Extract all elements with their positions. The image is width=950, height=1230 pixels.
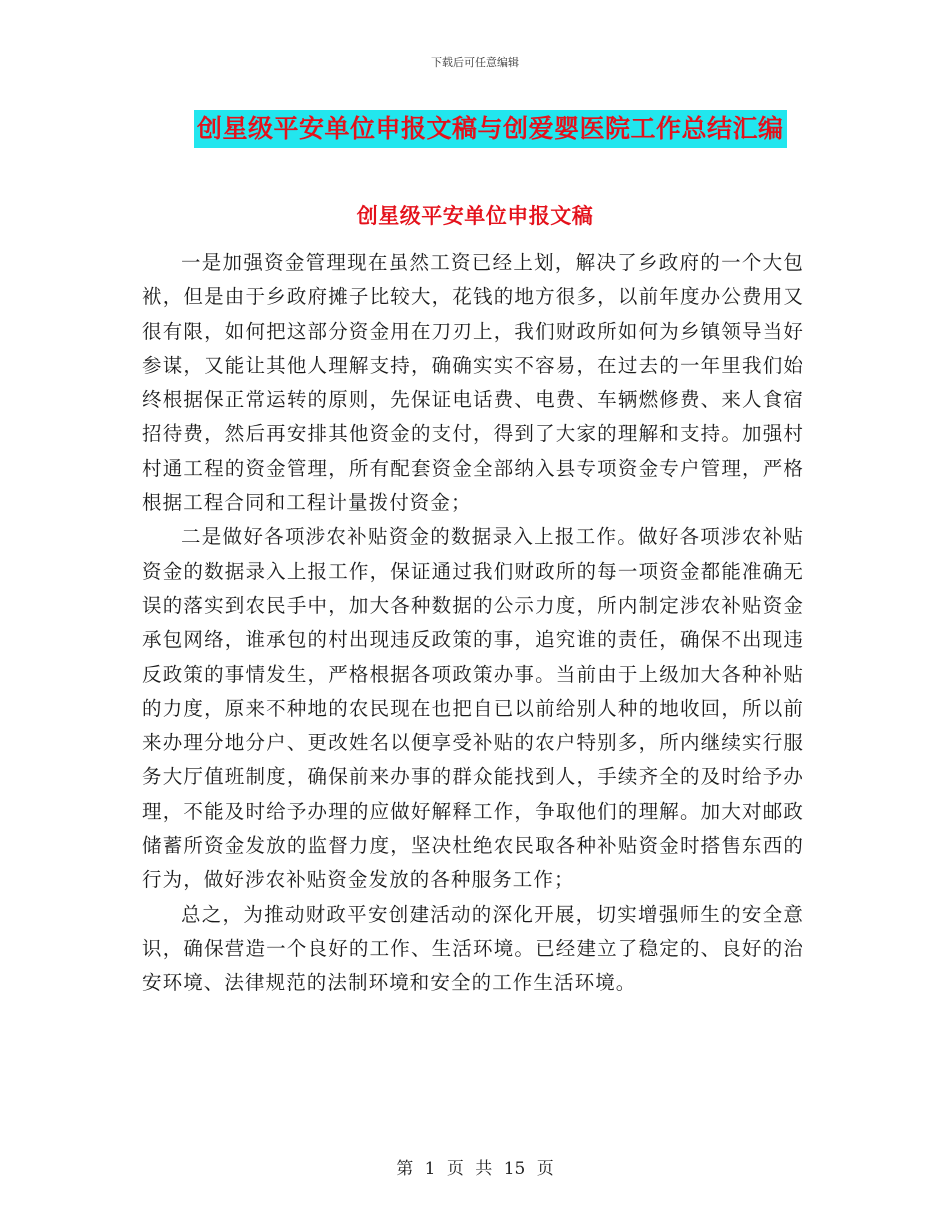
header-note: 下载后可任意编辑 <box>431 56 519 69</box>
section-title: 创星级平安单位申报文稿 <box>356 203 594 228</box>
document-body <box>142 246 804 1001</box>
paragraph-2: 二是做好各项涉农补贴资金的数据录入上报工作。做好各项涉农补贴资金的数据录入上报工作，保证通过我们财政所的每一项资金都能准确无误的落实到农民手中，加大各种数据的公示力度，所内制定涉农补贴资金承包网络，谁承包的村出现违反政策的事，追究谁的责任，确保不出现违反政策的事情发生，严格根据各项政策办事。当前由于上级加大各种补贴的力度，原来不种地的农民现在也把自已以前给别人种的地收回，所以前来办理分地分户、更改姓名以便享受补贴的农户特别多，所内继续实行服务大厅值班制度，确保前来办事的群众能找到人，手续齐全的及时给予办理，不能及时给予办理的应做好解释工作，争取他们的理解。加大对邮政储蓄所资金发放的监督力度，坚决杜绝农民取各种补贴资金时搭售东西的行为，做好涉农补贴资金发放的各种服务工作； <box>142 525 804 892</box>
paragraph-3: 总之，为推动财政平安创建活动的深化开展，切实增强师生的安全意识，确保营造一个良好的工作、生活环境。已经建立了稳定的、良好的治安环境、法律规范的法制环境和安全的工作生活环境。 <box>142 902 804 995</box>
paragraph-1: 一是加强资金管理现在虽然工资已经上划，解决了乡政府的一个大包袱，但是由于乡政府摊子比较大，花钱的地方很多，以前年度办公费用又很有限，如何把这部分资金用在刀刃上，我们财政所如何为乡镇领导当好参谋，又能让其他人理解支持，确确实实不容易，在过去的一年里我们始终根据保正常运转的原则，先保证电话费、电费、车辆燃修费、来人食宿招待费，然后再安排其他资金的支付，得到了大家的理解和支持。加强村村通工程的资金管理，所有配套资金全部纳入县专项资金专户管理，严格根据工程合同和工程计量拨付资金； <box>142 251 804 515</box>
page-footer: 第 1 页 共 15 页 <box>396 1159 554 1179</box>
document-title: 创星级平安单位申报文稿与创爱婴医院工作总结汇编 <box>194 110 787 148</box>
